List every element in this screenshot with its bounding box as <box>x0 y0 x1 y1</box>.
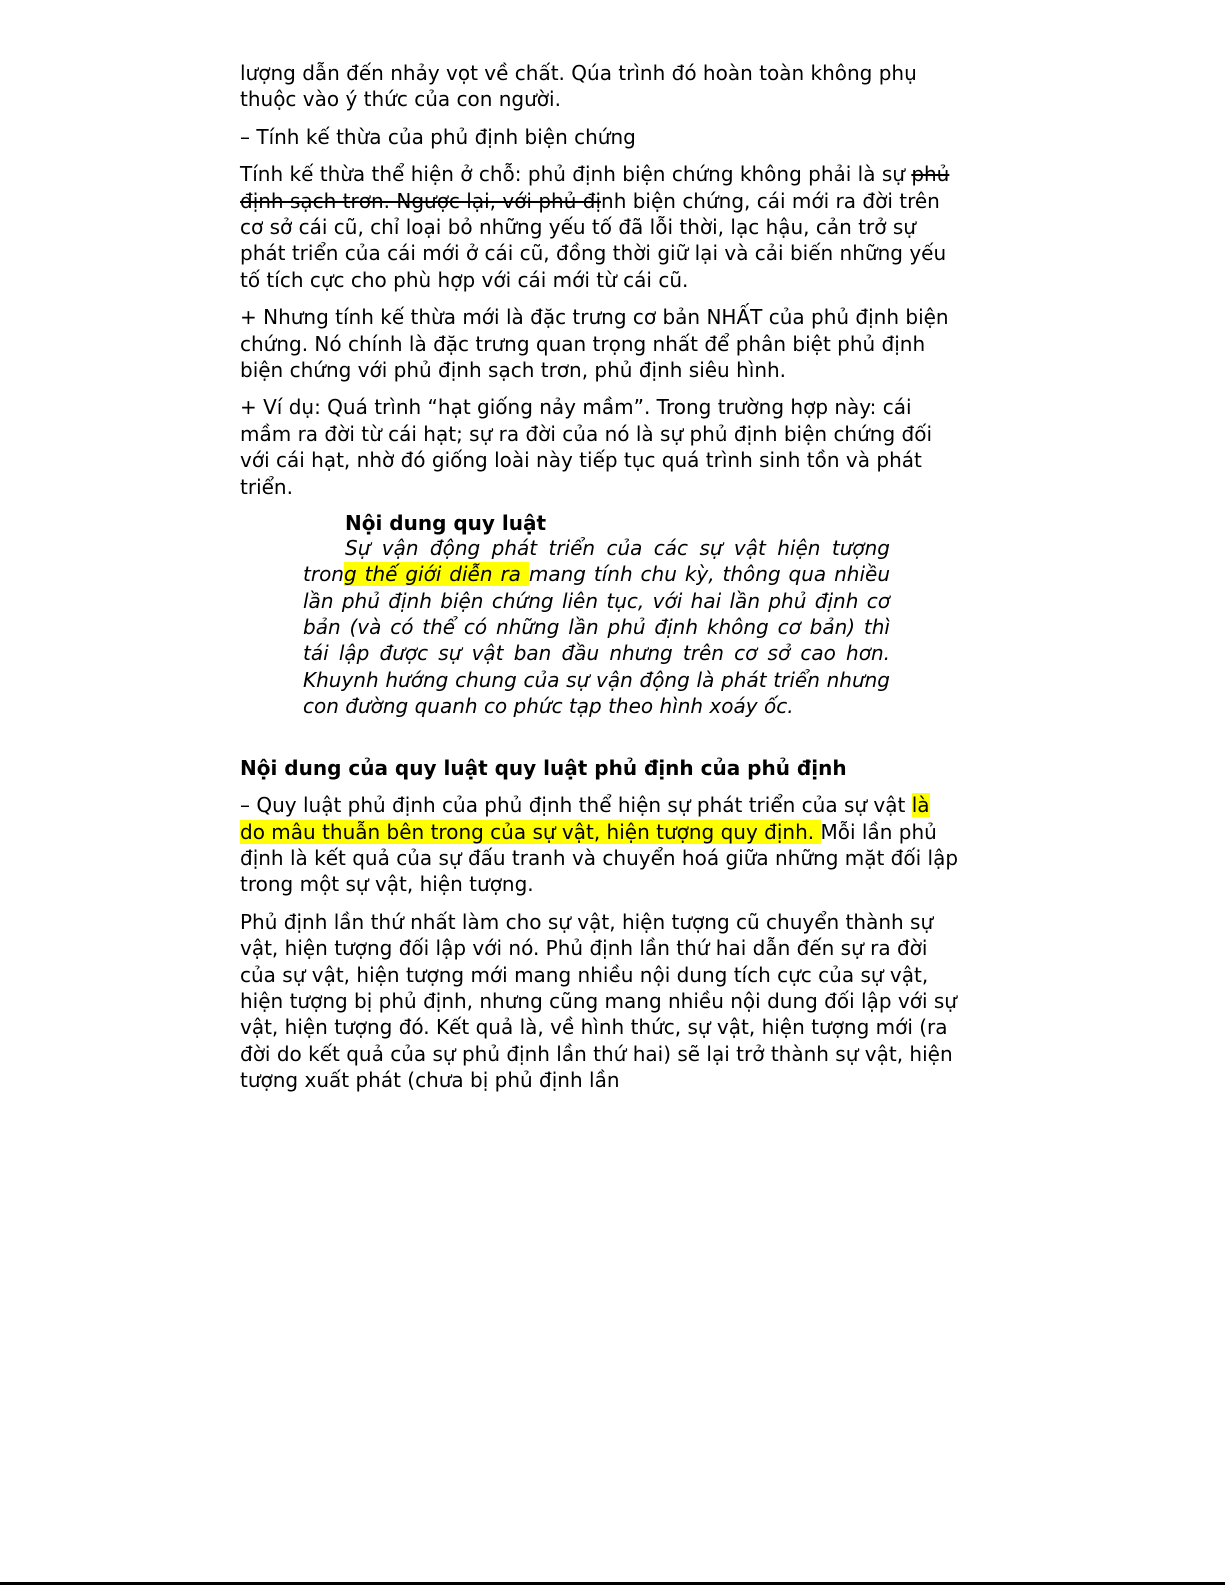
highlighted-text: g thế giới diễn ra <box>343 562 529 587</box>
paragraph-6-text: – Quy luật phủ định của phủ định thể hiện sự phát triển của sự vật <box>240 793 912 818</box>
highlighted-text: là do mâu thuẫn bên trong của sự vật, hiện tượng quy định. <box>240 793 930 844</box>
quote-text: Sự vận động phát triển của các sự vật hiện tượng tron <box>303 536 890 587</box>
paragraph-3 <box>240 161 960 293</box>
paragraph-6 <box>240 792 960 898</box>
quote-text-cont: mang tính chu kỳ, thông qua nhiều lần phủ định biện chứng liên tục, với hai lần phủ định cơ bản (và có thể có những lần phủ định không cơ bản) thì tái lập được sự vật ban đầu nhưng trên cơ sở cao hơn. Khuynh hướng chung của sự vận động là phát triển nhưng con đường quanh co phức tạp theo hình xoáy ốc. <box>303 562 890 718</box>
quote-title: Nội dung quy luật <box>345 511 547 536</box>
paragraph-1: lượng dẫn đến nhảy vọt về chất. Qúa trình đó hoàn toàn không phụ thuộc vào ý thức của con người. <box>240 61 917 112</box>
paragraph-3-text-cont: nh biện chứng, cái mới ra đời trên cơ sở cái cũ, chỉ loại bỏ những yếu tố đã lỗi thời, lạc hậu, cản trở sự phát triển của cái mới ở cái cũ, đồng thời giữ lại và cải biến những yếu tố tích cực cho phù hợp với cái mới từ cái cũ. <box>240 188 947 292</box>
paragraph-6-text-cont: Mỗi lần phủ định là kết quả của sự đấu tranh và chuyển hoá giữa những mặt đối lập trong một sự vật, hiện tượng. <box>240 819 959 897</box>
law-content-quote <box>303 511 890 719</box>
paragraph-2: – Tính kế thừa của phủ định biện chứng <box>240 124 636 149</box>
section-heading: Nội dung của quy luật quy luật phủ định của phủ định <box>240 756 847 781</box>
paragraph-5: + Ví dụ: Quá trình “hạt giống nảy mầm”. Trong trường hợp này: cái mầm ra đời từ cái hạt; sự ra đời của nó là sự phủ định biện chứng đối với cái hạt, nhờ đó giống loài này tiếp tục quá trình sinh tồn và phát triển. <box>240 395 933 499</box>
quote-body <box>303 535 890 719</box>
strikethrough-text: phủ định sạch trơn. Ngược lại, với phủ đị <box>240 162 950 213</box>
paragraph-4: + Nhưng tính kế thừa mới là đặc trưng cơ bản NHẤT của phủ định biện chứng. Nó chính là đặc trưng quan trọng nhất để phân biệt phủ định biện chứng với phủ định sạch trơn, phủ định siêu hình. <box>240 305 949 383</box>
paragraph-7: Phủ định lần thứ nhất làm cho sự vật, hiện tượng cũ chuyển thành sự vật, hiện tượng đối lập với nó. Phủ định lần thứ hai dẫn đến sự ra đời của sự vật, hiện tượng mới mang nhiều nội dung tích cực của sự vật, hiện tượng bị phủ định, nhưng cũng mang nhiều nội dung đối lập với sự vật, hiện tượng đó. Kết quả là, về hình thức, sự vật, hiện tượng mới (ra đời do kết quả của sự phủ định lần thứ hai) sẽ lại trở thành sự vật, hiện tượng xuất phát (chưa bị phủ định lần <box>240 909 957 1093</box>
document-page <box>240 60 960 1094</box>
paragraph-3-text: Tính kế thừa thể hiện ở chỗ: phủ định biện chứng không phải là sự <box>240 162 912 187</box>
